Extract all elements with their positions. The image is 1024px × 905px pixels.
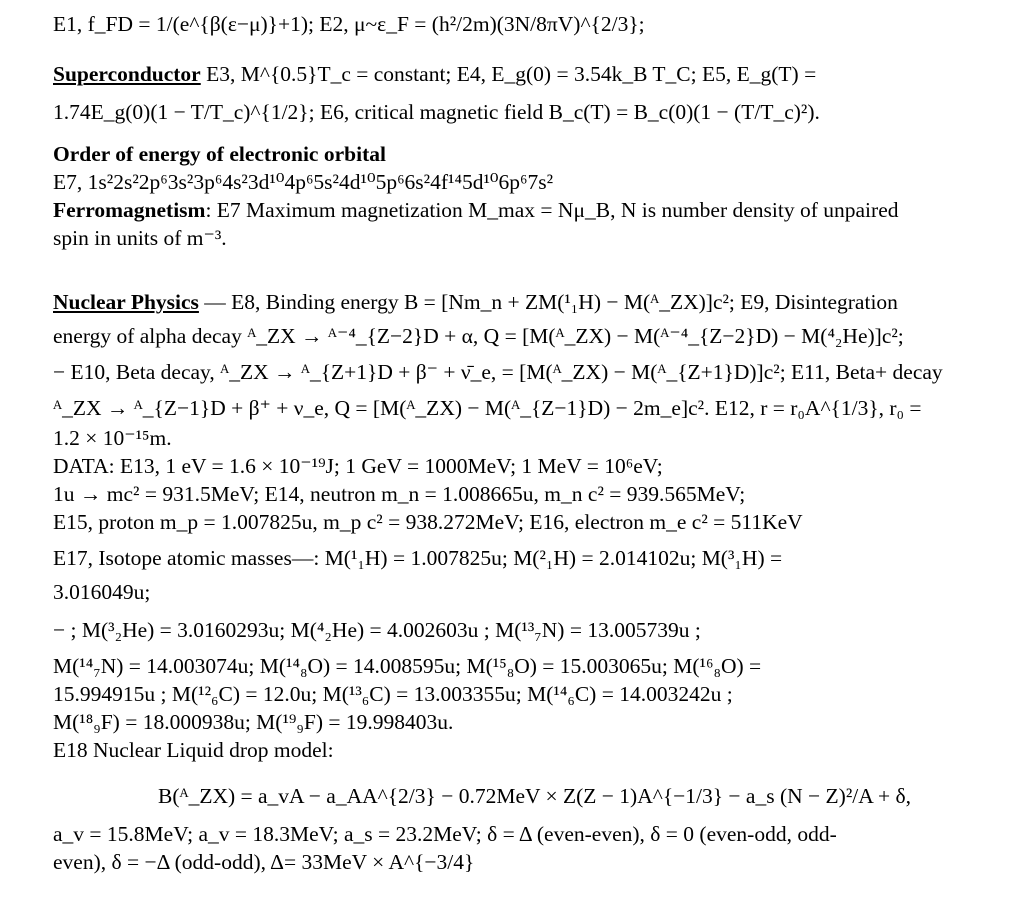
line-isotopes-6: M(¹⁸₉F) = 18.000938u; M(¹⁹₉F) = 19.998403u. — [53, 710, 454, 734]
line-superconductor — [53, 60, 816, 88]
line-e5-cont: 1.74E_g(0)(1 − T/T_c)^{1/2}; E6, critical magnetic field B_c(T) = B_c(0)(1 − (T/T_c)²). — [53, 100, 820, 124]
line-liquid-drop-params: a_v = 15.8MeV; a_v = 18.3MeV; a_s = 23.2MeV; δ = Δ (even-even), δ = 0 (even-odd, odd- — [53, 822, 837, 846]
line-liquid-drop-params-cont: even), δ = −Δ (odd-odd), Δ= 33MeV × A^{−3/4} — [53, 850, 475, 874]
line-beta-plus: ᴬ_ZX → ᴬ_{Z−1}D + β⁺ + ν_e, Q = [M(ᴬ_ZX) − M(ᴬ_{Z−1}D) − 2m_e]c². E12, r = r₀A^{1/3}, r₀ = — [53, 396, 922, 420]
superconductor-text: E3, M^{0.5}T_c = constant; E4, E_g(0) = 3.54k_B T_C; E5, E_g(T) = — [200, 62, 817, 86]
nuclear-physics-heading: Nuclear Physics — [53, 290, 199, 314]
line-data-e13: DATA: E13, 1 eV = 1.6 × 10⁻¹⁹J; 1 GeV = 1000MeV; 1 MeV = 10⁶eV; — [53, 454, 663, 478]
ferromagnetism-text: : E7 Maximum magnetization M_max = Nμ_B, N is number density of unpaired — [205, 198, 899, 222]
line-ferromagnetism-cont: spin in units of m⁻³. — [53, 226, 227, 250]
liquid-drop-heading: E18 Nuclear Liquid drop model: — [53, 738, 334, 762]
liquid-drop-equation: B(ᴬ_ZX) = a_vA − a_AA^{2/3} − 0.72MeV × Z(Z − 1)A^{−1/3} − a_s (N − Z)²/A + δ, — [158, 784, 911, 808]
line-isotopes-5: 15.994915u ; M(¹²₆C) = 12.0u; M(¹³₆C) = 13.003355u; M(¹⁴₆C) = 14.003242u ; — [53, 682, 733, 706]
line-beta-decay: − E10, Beta decay, ᴬ_ZX → ᴬ_{Z+1}D + β⁻ + ν̄_e, = [M(ᴬ_ZX) − M(ᴬ_{Z+1}D)]c²; E11, Beta+ decay — [53, 360, 943, 384]
line-ferromagnetism — [53, 196, 898, 224]
superconductor-heading: Superconductor — [53, 62, 201, 86]
line-e1: E1, f_FD = 1/(e^{β(ε−μ)}+1); E2, μ~ε_F = (h²/2m)(3N/8πV)^{2/3}; — [53, 12, 645, 36]
line-isotopes-4: M(¹⁴₇N) = 14.003074u; M(¹⁴₈O) = 14.008595u; M(¹⁵₈O) = 15.003065u; M(¹⁶₈O) = — [53, 654, 762, 678]
line-alpha-decay: energy of alpha decay ᴬ_ZX → ᴬ⁻⁴_{Z−2}D + α, Q = [M(ᴬ_ZX) − M(ᴬ⁻⁴_{Z−2}D) − M(⁴₂He)]c²; — [53, 324, 904, 348]
nuclear-physics-text: — E8, Binding energy B = [Nm_n + ZM(¹₁H) − M(ᴬ_ZX)]c²; E9, Disintegration — [198, 290, 898, 314]
line-e7: E7, 1s²2s²2p⁶3s²3p⁶4s²3d¹⁰4p⁶5s²4d¹⁰5p⁶6s²4f¹⁴5d¹⁰6p⁶7s² — [53, 170, 554, 194]
line-isotopes-2: 3.016049u; — [53, 580, 151, 604]
line-radius: 1.2 × 10⁻¹⁵m. — [53, 426, 172, 450]
line-data-e15: E15, proton m_p = 1.007825u, m_p c² = 938.272MeV; E16, electron m_e c² = 511KeV — [53, 510, 803, 534]
line-isotopes-3: − ; M(³₂He) = 3.0160293u; M(⁴₂He) = 4.002603u ; M(¹³₇N) = 13.005739u ; — [53, 618, 701, 642]
line-isotopes-1: E17, Isotope atomic masses—: M(¹₁H) = 1.007825u; M(²₁H) = 2.014102u; M(³₁H) = — [53, 546, 783, 570]
orbital-heading: Order of energy of electronic orbital — [53, 142, 386, 166]
line-data-e14: 1u → mc² = 931.5MeV; E14, neutron m_n = 1.008665u, m_n c² = 939.565MeV; — [53, 482, 746, 506]
ferromagnetism-heading: Ferromagnetism — [53, 198, 206, 222]
line-nuclear-physics — [53, 288, 898, 316]
